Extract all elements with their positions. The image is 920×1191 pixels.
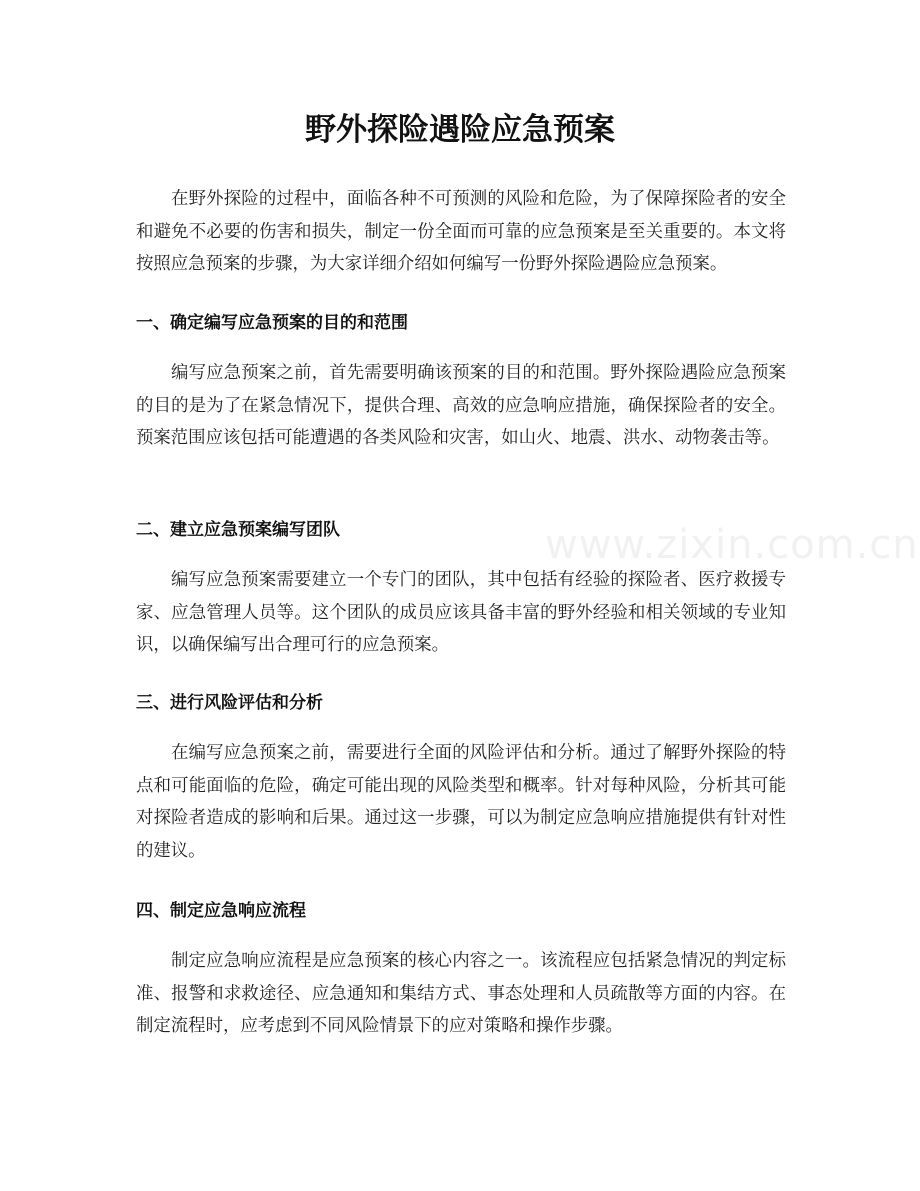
section-1-body: 编写应急预案之前，首先需要明确该预案的目的和范围。野外探险遇险应急预案的目的是为了在紧急情况下，提供合理、高效的应急响应措施，确保探险者的安全。预案范围应该包括可能遭遇的各类风险和灾害，如山火、地震、洪水、动物袭击等。 — [136, 363, 786, 448]
document-title: 野外探险遇险应急预案 — [305, 112, 615, 148]
watermark: www.zixin.com.cn — [545, 522, 919, 568]
section-2-body: 编写应急预案需要建立一个专门的团队，其中包括有经验的探险者、医疗救援专家、应急管理人员等。这个团队的成员应该具备丰富的野外经验和相关领域的专业知识，以确保编写出合理可行的应急预案。 — [136, 570, 786, 655]
section-1-heading: 一、确定编写应急预案的目的和范围 — [136, 313, 408, 333]
section-3-body: 在编写应急预案之前，需要进行全面的风险评估和分析。通过了解野外探险的特点和可能面临的危险，确定可能出现的风险类型和概率。针对每种风险，分析其可能对探险者造成的影响和后果。通过这一步骤，可以为制定应急响应措施提供有针对性的建议。 — [136, 743, 786, 861]
section-3-heading: 三、进行风险评估和分析 — [136, 693, 323, 713]
section-4-heading: 四、制定应急响应流程 — [136, 901, 306, 921]
section-4-body: 制定应急响应流程是应急预案的核心内容之一。该流程应包括紧急情况的判定标准、报警和求救途径、应急通知和集结方式、事态处理和人员疏散等方面的内容。在制定流程时，应考虑到不同风险情景下的应对策略和操作步骤。 — [136, 951, 786, 1036]
section-2-heading: 二、建立应急预案编写团队 — [136, 520, 340, 540]
intro-paragraph: 在野外探险的过程中，面临各种不可预测的风险和危险，为了保障探险者的安全和避免不必要的伤害和损失，制定一份全面而可靠的应急预案是至关重要的。本文将按照应急预案的步骤，为大家详细介绍如何编写一份野外探险遇险应急预案。 — [136, 189, 786, 274]
